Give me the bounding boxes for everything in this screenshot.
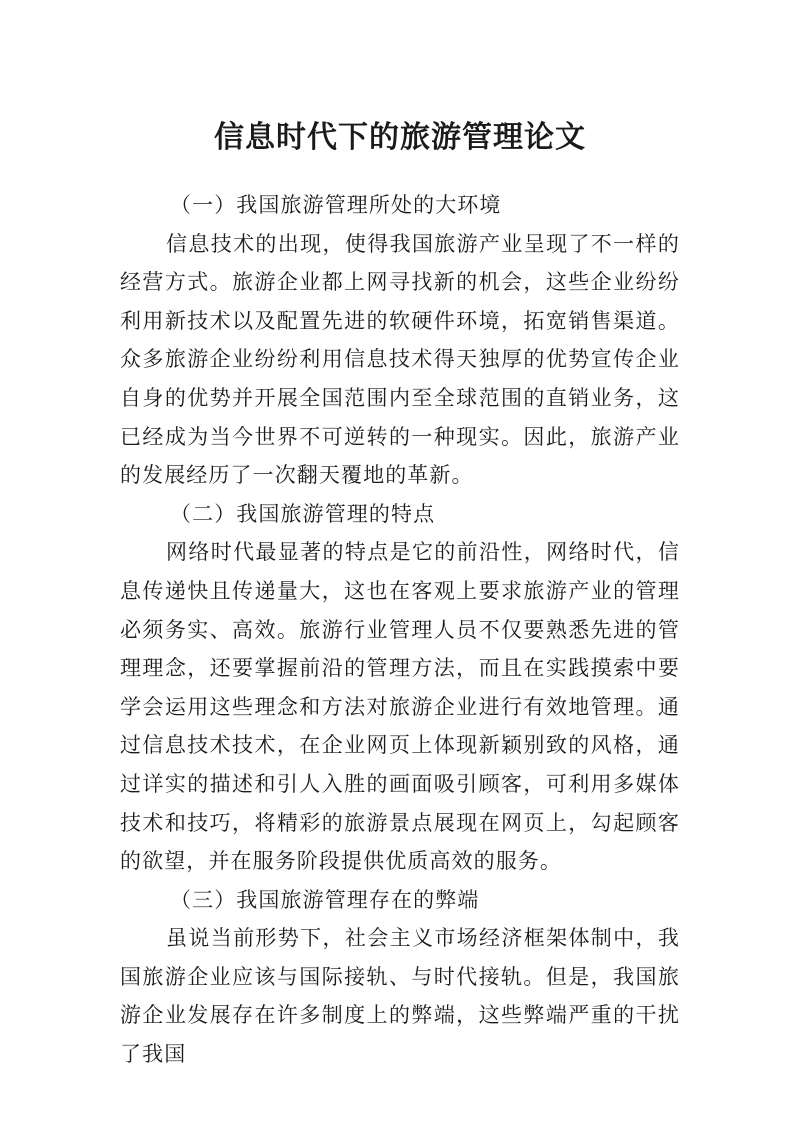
section-paragraph-1: 信息技术的出现，使得我国旅游产业呈现了不一样的经营方式。旅游企业都上网寻找新的机会，这些企业纷纷利用新技术以及配置先进的软硬件环境，拓宽销售渠道。众多旅游企业纷纷利用信息技术得天独厚的优势宣传企业自身的优势并开展全国范围内至全球范围的直销业务，这已经成为当今世界不可逆转的一种现实。因此，旅游产业的发展经历了一次翻天覆地的革新。 [120,231,680,488]
section-heading-2: （二）我国旅游管理的特点 [170,501,436,526]
section-paragraph-2: 网络时代最显著的特点是它的前沿性，网络时代，信息传递快且传递量大，这也在客观上要求旅游产业的管理必须务实、高效。旅游行业管理人员不仅要熟悉先进的管理理念，还要掌握前沿的管理方法，而且在实践摸索中要学会运用这些理念和方法对旅游企业进行有效地管理。通过信息技术技术，在企业网页上体现新颖别致的风格，通过详实的描述和引人入胜的画面吸引顾客，可利用多媒体技术和技巧，将精彩的旅游景点展现在网页上，勾起顾客的欲望，并在服务阶段提供优质高效的服务。 [120,540,680,874]
document-title: 信息时代下的旅游管理论文 [214,120,586,156]
section-paragraph-3: 虽说当前形势下，社会主义市场经济框架体制中，我国旅游企业应该与国际接轨、与时代接轨。但是，我国旅游企业发展存在许多制度上的弊端，这些弊端严重的干扰了我国 [120,926,680,1067]
section-heading-3: （三）我国旅游管理存在的弊端 [170,887,480,912]
document-body [120,186,680,1074]
section-heading-1: （一）我国旅游管理所处的大环境 [170,193,502,217]
